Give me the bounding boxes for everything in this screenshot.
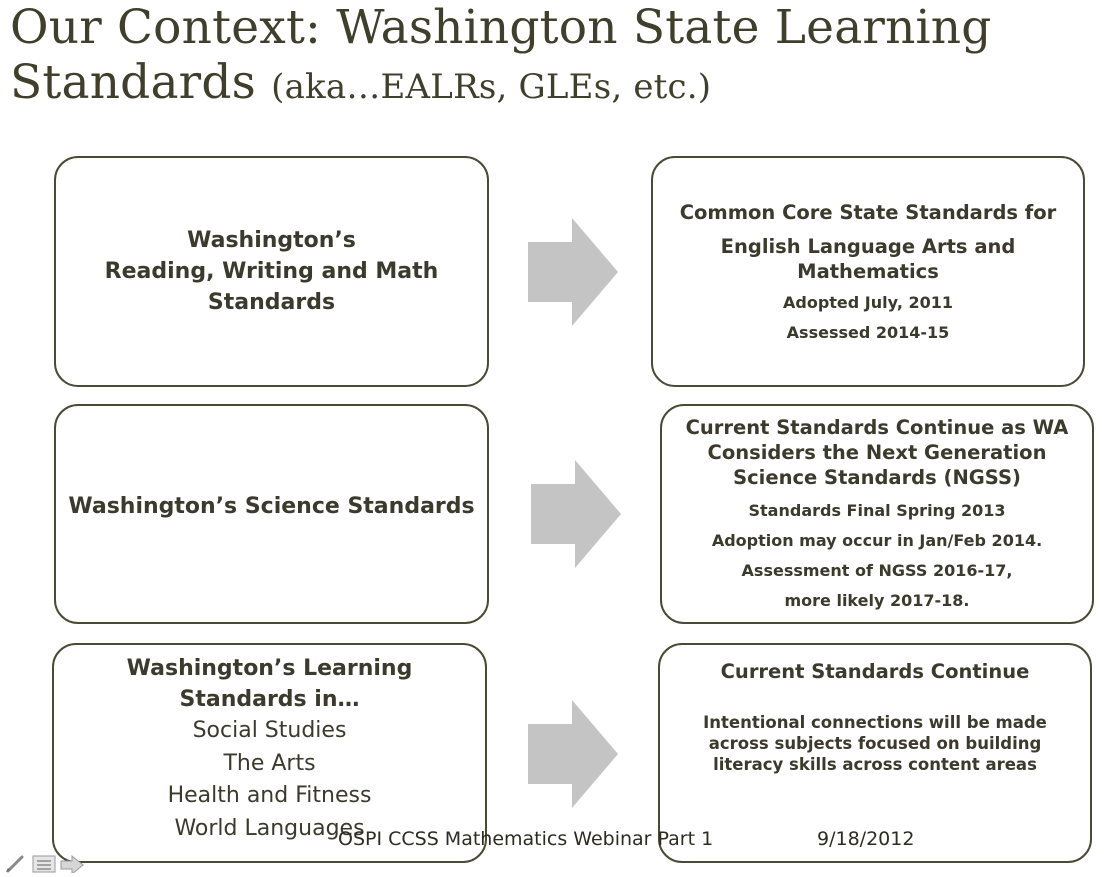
- box-paragraph: Intentional connections will be made across subjects focused on building literacy skills across content areas: [703, 713, 1047, 774]
- box-heading: Current Standards Continue: [720, 660, 1030, 683]
- subject-item: World Languages: [174, 815, 365, 841]
- box-line: Washington’s: [187, 228, 356, 253]
- box-heading: Common Core State Standards for: [679, 200, 1057, 224]
- box-line: Reading, Writing and Math: [104, 259, 439, 284]
- pen-icon[interactable]: [4, 853, 28, 873]
- box-detail: Standards Final Spring 2013: [748, 500, 1006, 520]
- box-reading-writing-math: [54, 156, 489, 387]
- box-common-core: [651, 156, 1085, 387]
- slide-title: [10, 0, 1100, 115]
- box-line: Standards: [207, 290, 336, 315]
- subject-item: Health and Fitness: [167, 783, 372, 808]
- right-arrow-icon: [528, 218, 618, 326]
- box-heading-2: English Language Arts and Mathematics: [720, 234, 1016, 283]
- box-detail: more likely 2017-18.: [784, 590, 970, 610]
- footer-date: 9/18/2012: [817, 828, 915, 850]
- box-detail: Assessment of NGSS 2016-17,: [741, 560, 1013, 580]
- box-heading: Washington’s Learning Standards in…: [126, 656, 413, 712]
- box-detail: Adoption may occur in Jan/Feb 2014.: [711, 530, 1043, 550]
- right-arrow-icon: [528, 700, 618, 808]
- slideshow-toolbar: [4, 852, 94, 873]
- box-line: Washington’s Science Standards: [68, 493, 475, 519]
- title-aka: (aka…EALRs, GLEs, etc.): [271, 67, 712, 107]
- subject-item: The Arts: [223, 750, 316, 776]
- box-detail: Assessed 2014-15: [786, 322, 950, 342]
- box-heading: Current Standards Continue as WA Considers the Next Generation Science Standards (NGSS): [685, 415, 1069, 489]
- menu-icon[interactable]: [32, 853, 56, 873]
- footer-webinar-title: OSPI CCSS Mathematics Webinar Part 1: [338, 828, 714, 850]
- subject-item: Social Studies: [192, 718, 347, 743]
- box-science-standards: [54, 404, 489, 624]
- right-arrow-icon: [531, 460, 621, 568]
- box-detail: Adopted July, 2011: [783, 292, 953, 312]
- title-main: Our Context: Washington State Learning Standards: [10, 0, 992, 110]
- next-arrow-icon[interactable]: [60, 853, 84, 873]
- box-ngss: [660, 404, 1094, 624]
